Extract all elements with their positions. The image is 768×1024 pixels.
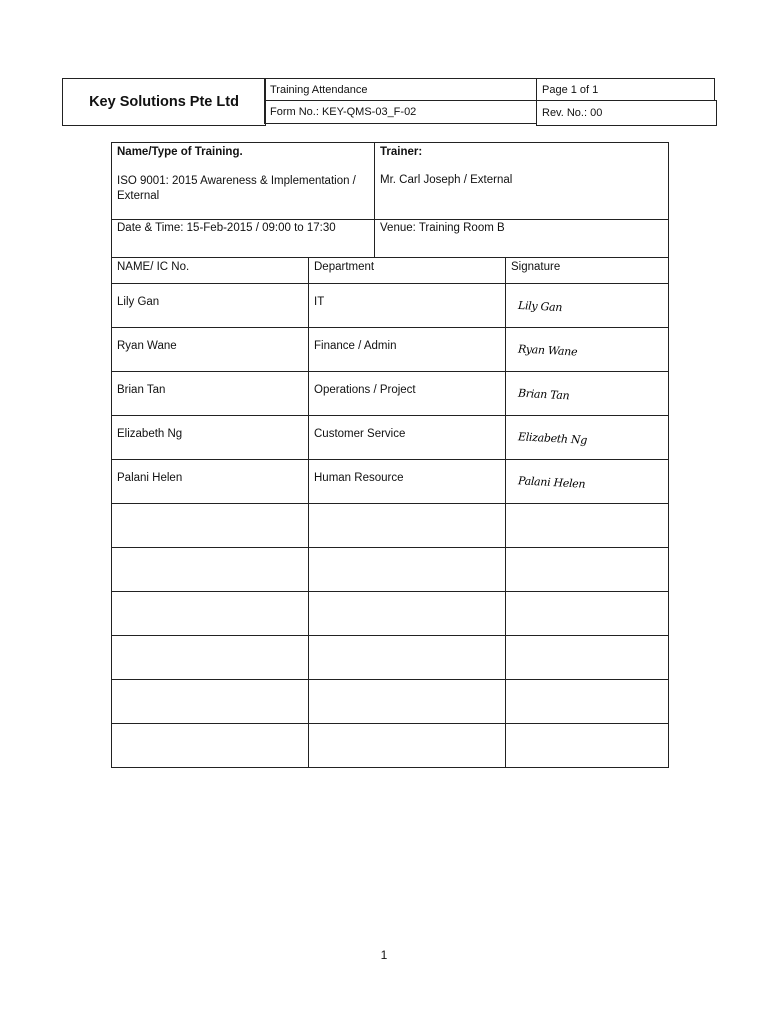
table-row [112, 548, 669, 592]
attendee-department [309, 504, 506, 548]
page-number: 1 [380, 948, 388, 962]
column-header-department: Department [309, 258, 506, 284]
attendee-signature-cell [506, 460, 669, 504]
attendee-name: Brian Tan [112, 372, 309, 416]
table-row [112, 416, 669, 460]
attendee-department [309, 636, 506, 680]
attendee-department: Human Resource [309, 460, 506, 504]
attendee-name: Lily Gan [112, 284, 309, 328]
attendee-signature-cell [506, 592, 669, 636]
attendee-name: Ryan Wane [112, 328, 309, 372]
trainer-label: Trainer: [380, 146, 423, 158]
attendee-signature-cell [506, 372, 669, 416]
document-header [62, 78, 717, 126]
attendee-department [309, 724, 506, 768]
column-header-name: NAME/ IC No. [112, 258, 309, 284]
revision-number: Rev. No.: 00 [536, 100, 717, 126]
form-title: Training Attendance [264, 78, 537, 101]
column-header-signature: Signature [506, 258, 669, 284]
venue-cell: Venue: Training Room B [375, 220, 669, 258]
attendee-signature-cell [506, 504, 669, 548]
table-row [112, 592, 669, 636]
training-name-label: Name/Type of Training. [117, 146, 243, 158]
attendee-department [309, 548, 506, 592]
training-name-cell [112, 143, 375, 220]
table-row [112, 372, 669, 416]
table-row [112, 636, 669, 680]
trainer-cell [375, 143, 669, 220]
attendee-name: Palani Helen [112, 460, 309, 504]
table-row [112, 724, 669, 768]
attendee-name [112, 636, 309, 680]
datetime-cell: Date & Time: 15-Feb-2015 / 09:00 to 17:30 [112, 220, 375, 258]
company-name: Key Solutions Pte Ltd [62, 78, 266, 126]
attendee-name: Elizabeth Ng [112, 416, 309, 460]
page-indicator: Page 1 of 1 [536, 78, 715, 101]
table-row [112, 680, 669, 724]
handwritten-signature: Elizabeth Ng [517, 430, 588, 447]
handwritten-signature: Brian Tan [517, 386, 570, 403]
attendee-department: Finance / Admin [309, 328, 506, 372]
attendee-signature-cell [506, 724, 669, 768]
table-row [112, 328, 669, 372]
attendee-name [112, 504, 309, 548]
attendee-department [309, 592, 506, 636]
attendance-form-table [111, 142, 669, 768]
handwritten-signature: Lily Gan [517, 298, 563, 315]
table-row [112, 460, 669, 504]
attendee-name [112, 592, 309, 636]
attendee-signature-cell [506, 328, 669, 372]
attendee-name [112, 548, 309, 592]
attendee-department: IT [309, 284, 506, 328]
form-number: Form No.: KEY-QMS-03_F-02 [264, 100, 537, 124]
attendee-signature-cell [506, 636, 669, 680]
trainer-value: Mr. Carl Joseph / External [380, 174, 513, 186]
handwritten-signature: Ryan Wane [517, 342, 578, 359]
attendee-signature-cell [506, 284, 669, 328]
attendee-signature-cell [506, 680, 669, 724]
attendee-name [112, 724, 309, 768]
attendee-signature-cell [506, 548, 669, 592]
training-name-value: ISO 9001: 2015 Awareness & Implementation / External [117, 175, 356, 202]
attendee-name [112, 680, 309, 724]
table-row [112, 504, 669, 548]
attendance-rows [112, 284, 669, 768]
handwritten-signature: Palani Helen [517, 474, 586, 491]
attendee-department [309, 680, 506, 724]
table-row [112, 284, 669, 328]
attendee-department: Operations / Project [309, 372, 506, 416]
table-header-row [112, 258, 669, 284]
attendee-department: Customer Service [309, 416, 506, 460]
attendee-signature-cell [506, 416, 669, 460]
